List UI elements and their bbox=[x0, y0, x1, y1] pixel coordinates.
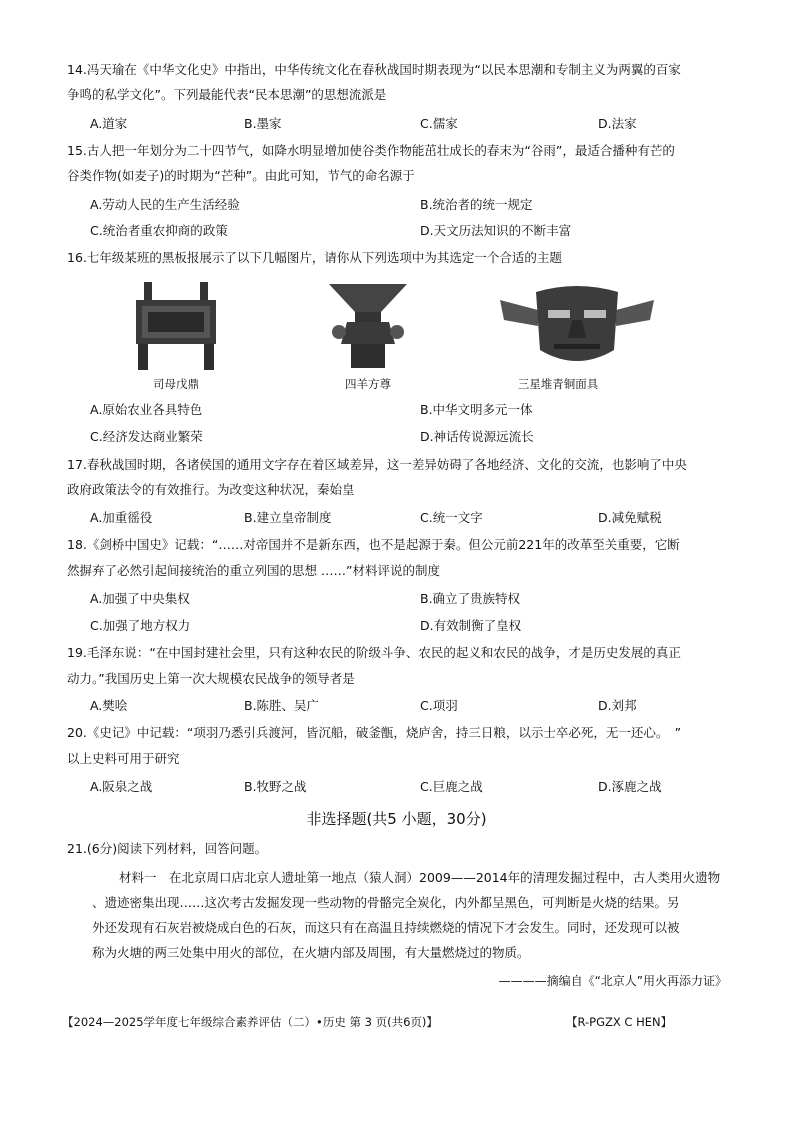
q15-stem-line1: 15.古人把一年划分为二十四节气，如降水明显增加使谷类作物能茁壮成长的春末为“谷雨”，最适合播种有芒的 bbox=[67, 143, 675, 158]
q20-option-c: C.巨鹿之战 bbox=[420, 779, 483, 794]
q19-option-b: B.陈胜、吴广 bbox=[244, 698, 320, 713]
q18-option-b: B.确立了贵族特权 bbox=[420, 591, 521, 606]
q21-material-line1: 材料一 在北京周口店北京人遗址第一地点（猿人洞）2009——2014年的清理发掘过程中，古人类用火遗物 bbox=[119, 870, 721, 885]
q16-option-b: B.中华文明多元一体 bbox=[420, 402, 533, 417]
q20-stem-line1: 20.《史记》中记载：“项羽乃悉引兵渡河，皆沉船，破釜甑，烧庐舍，持三日粮，以示士卒必死，无一还心。 ” bbox=[67, 725, 682, 740]
q17-option-b: B.建立皇帝制度 bbox=[244, 510, 332, 525]
q19-stem-line2: 动力。”我国历史上第一次大规模农民战争的领导者是 bbox=[67, 671, 355, 686]
q17-option-a: A.加重徭役 bbox=[90, 510, 153, 525]
q16-option-a: A.原始农业各具特色 bbox=[90, 402, 203, 417]
q18-option-d: D.有效制衡了皇权 bbox=[420, 618, 522, 633]
q15-option-d: D.天文历法知识的不断丰富 bbox=[420, 223, 572, 238]
q21-material-line3: 外还发现有石灰岩被烧成白色的石灰，而这只有在高温且持续燃烧的情况下才会发生。同时，还发现可以被 bbox=[92, 920, 680, 935]
four-ram-zun-picture bbox=[325, 280, 411, 372]
q20-option-d: D.涿鹿之战 bbox=[598, 779, 662, 794]
non-choice-section-heading: 非选择题(共5 小题，30分) bbox=[306, 810, 487, 828]
q17-stem-line2: 政府政策法令的有效推行。为改变这种状况，秦始皇 bbox=[67, 482, 355, 497]
q18-stem-line1: 18.《剑桥中国史》记载：“……对帝国并不是新东西，也不是起源于秦。但公元前221年的改革至关重要，它断 bbox=[67, 537, 680, 552]
q18-stem-line2: 然摒弃了必然引起间接统治的重立列国的思想 ……”材料评说的制度 bbox=[67, 563, 440, 578]
q16-option-d: D.神话传说源远流长 bbox=[420, 429, 534, 444]
simuwu-ding-caption: 司母戊鼎 bbox=[153, 377, 199, 391]
q21-source: ————摘编自《“北京人”用火再添力证》 bbox=[498, 974, 727, 988]
q18-option-a: A.加强了中央集权 bbox=[90, 591, 190, 606]
footer-code: 【R-PGZX C HEN】 bbox=[566, 1015, 673, 1029]
q19-option-c: C.项羽 bbox=[420, 698, 458, 713]
q21-material-line4: 称为火塘的两三处集中用火的部位，在火塘内部及周围，有大量燃烧过的物质。 bbox=[92, 945, 530, 960]
simuwu-ding-picture bbox=[126, 280, 226, 372]
q20-stem-line2: 以上史料可用于研究 bbox=[67, 751, 180, 766]
q15-stem-line2: 谷类作物(如麦子)的时期为“芒种”。由此可知，节气的命名源于 bbox=[67, 168, 415, 183]
q21-stem-line1: 21.(6分)阅读下列材料，回答问题。 bbox=[67, 841, 268, 856]
q15-option-b: B.统治者的统一规定 bbox=[420, 197, 533, 212]
q20-option-a: A.阪泉之战 bbox=[90, 779, 153, 794]
q21-material-line2: 、遗迹密集出现……这次考古发掘发现一些动物的骨骼完全炭化，内外都呈黑色，可判断是火烧的结果。另 bbox=[92, 895, 680, 910]
q17-option-d: D.减免赋税 bbox=[598, 510, 662, 525]
q14-option-b: B.墨家 bbox=[244, 116, 282, 131]
q14-stem-line2: 争鸣的私学文化”。下列最能代表“民本思潮”的思想流派是 bbox=[67, 87, 387, 102]
q17-stem-line1: 17.春秋战国时期，各诸侯国的通用文字存在着区域差异，这一差异妨碍了各地经济、文化的交流，也影响了中央 bbox=[67, 457, 687, 472]
q19-option-d: D.刘邦 bbox=[598, 698, 637, 713]
q14-option-c: C.儒家 bbox=[420, 116, 458, 131]
q14-option-a: A.道家 bbox=[90, 116, 128, 131]
q15-option-a: A.劳动人民的生产生活经验 bbox=[90, 197, 240, 212]
q17-option-c: C.统一文字 bbox=[420, 510, 483, 525]
sanxingdui-mask-caption: 三星堆青铜面具 bbox=[517, 377, 599, 391]
q14-stem-line1: 14.冯天瑜在《中华文化史》中指出，中华传统文化在春秋战国时期表现为“以民本思潮和专制主义为两翼的百家 bbox=[67, 62, 681, 77]
q18-option-c: C.加强了地方权力 bbox=[90, 618, 191, 633]
q20-option-b: B.牧野之战 bbox=[244, 779, 307, 794]
q16-option-c: C.经济发达商业繁荣 bbox=[90, 429, 203, 444]
sanxingdui-mask-picture bbox=[496, 280, 658, 372]
four-ram-zun-caption: 四羊方尊 bbox=[345, 377, 391, 391]
q14-option-d: D.法家 bbox=[598, 116, 637, 131]
q19-stem-line1: 19.毛泽东说：“在中国封建社会里，只有这种农民的阶级斗争、农民的起义和农民的战争，才是历史发展的真正 bbox=[67, 645, 681, 660]
q16-stem-line1: 16.七年级某班的黑板报展示了以下几幅图片，请你从下列选项中为其选定一个合适的主题 bbox=[67, 250, 562, 265]
q15-option-c: C.统治者重农抑商的政策 bbox=[90, 223, 228, 238]
footer-exam-info: 【2024—2025学年度七年级综合素养评估（二）•历史 第 3 页(共6页)】 bbox=[62, 1015, 438, 1029]
q19-option-a: A.樊哙 bbox=[90, 698, 128, 713]
